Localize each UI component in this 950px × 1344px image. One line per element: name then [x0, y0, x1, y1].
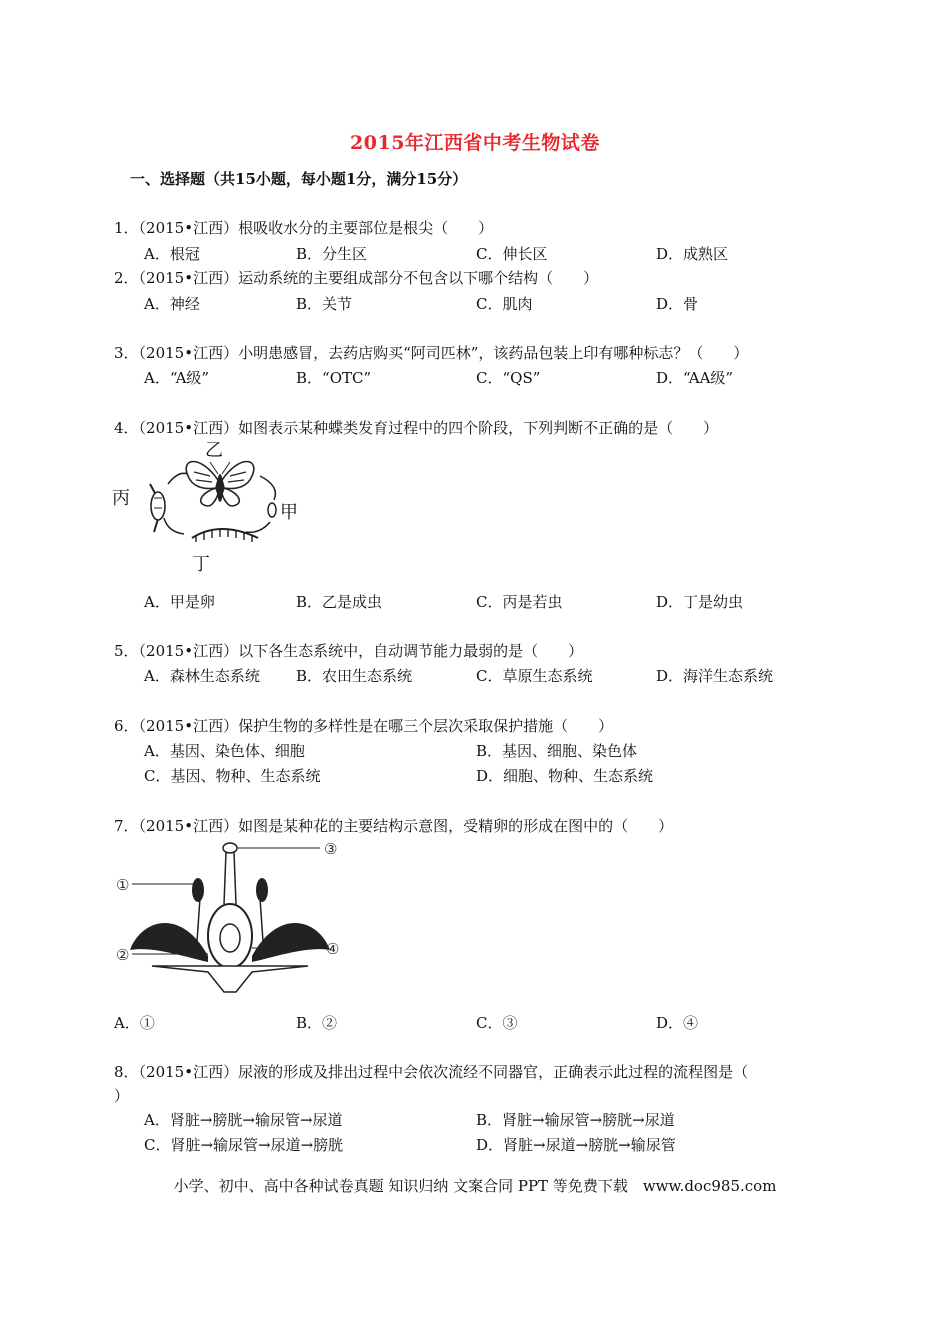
- question-7-option-d[interactable]: D．④: [656, 1014, 699, 1032]
- label-jia: 甲: [280, 502, 298, 523]
- label-1: ①: [116, 876, 130, 894]
- petal-left: [130, 923, 208, 962]
- anther-right: [256, 878, 268, 902]
- question-3-option-c[interactable]: C．“QS”: [476, 369, 541, 387]
- arrow-ding-to-bing: [164, 518, 184, 534]
- question-8-option-d[interactable]: D．肾脏→尿道→膀胱→输尿管: [476, 1136, 676, 1154]
- question-3-option-a[interactable]: A．“A级”: [144, 369, 210, 387]
- question-2-stem: 2．（2015•江西）运动系统的主要组成部分不包含以下哪个结构（ ）: [114, 269, 599, 287]
- anther-left: [192, 878, 204, 902]
- receptacle: [152, 966, 308, 992]
- section-header: 一、选择题（共15小题，每小题1分，满分15分）: [130, 170, 468, 188]
- question-5-stem: 5．（2015•江西）以下各生态系统中，自动调节能力最弱的是（ ）: [114, 642, 584, 660]
- label-bing: 丙: [112, 488, 130, 509]
- question-5-option-b[interactable]: B．农田生态系统: [296, 667, 413, 685]
- question-6-option-b[interactable]: B．基因、细胞、染色体: [476, 742, 638, 760]
- pupa: [150, 484, 165, 532]
- question-7-option-b[interactable]: B．②: [296, 1014, 338, 1032]
- question-8-stem: 8．（2015•江西）尿液的形成及排出过程中会依次流经不同器官，正确表示此过程的流程图是（: [114, 1063, 749, 1081]
- question-1-option-d[interactable]: D．成熟区: [656, 245, 729, 263]
- question-2-option-d[interactable]: D．骨: [656, 295, 699, 313]
- question-3-option-d[interactable]: D．“AA级”: [656, 369, 734, 387]
- question-5-option-a[interactable]: A．森林生态系统: [144, 667, 260, 685]
- arrow-jia-to-ding: [246, 522, 270, 532]
- label-4: ④: [326, 940, 340, 958]
- question-1-option-c[interactable]: C．伸长区: [476, 245, 548, 263]
- flower-structure-figure: [112, 838, 352, 998]
- label-2: ②: [116, 946, 130, 964]
- page-title: 2015年江西省中考生物试卷: [350, 132, 600, 154]
- butterfly-adult: [186, 462, 254, 507]
- label-3: ③: [324, 840, 338, 858]
- question-7-option-c[interactable]: C．③: [476, 1014, 518, 1032]
- ovule: [220, 924, 240, 952]
- question-6-stem: 6．（2015•江西）保护生物的多样性是在哪三个层次采取保护措施（ ）: [114, 717, 614, 735]
- stigma: [223, 843, 237, 853]
- egg: [268, 503, 276, 517]
- question-2-option-a[interactable]: A．神经: [144, 295, 200, 313]
- question-5-option-d[interactable]: D．海洋生态系统: [656, 667, 774, 685]
- question-2-option-c[interactable]: C．肌肉: [476, 295, 533, 313]
- style: [224, 852, 236, 904]
- question-5-option-c[interactable]: C．草原生态系统: [476, 667, 593, 685]
- label-ding: 丁: [192, 554, 210, 575]
- question-8-stem-continued: ）: [114, 1087, 130, 1105]
- question-3-stem: 3．（2015•江西）小明患感冒，去药店购买“阿司匹林”，该药品包装上印有哪种标志？（ ）: [114, 344, 749, 362]
- question-7-option-a[interactable]: A．①: [114, 1014, 155, 1032]
- question-3-option-b[interactable]: B．“OTC”: [296, 369, 372, 387]
- question-4-option-c[interactable]: C．丙是若虫: [476, 593, 563, 611]
- question-4-option-b[interactable]: B．乙是成虫: [296, 593, 383, 611]
- footer-text: 小学、初中、高中各种试卷真题 知识归纳 文案合同 PPT 等免费下载 www.doc985.com: [173, 1177, 777, 1195]
- question-1-option-b[interactable]: B．分生区: [296, 245, 368, 263]
- label-yi: 乙: [205, 440, 223, 461]
- petal-right: [252, 923, 330, 962]
- question-8-option-c[interactable]: C．肾脏→输尿管→尿道→膀胱: [144, 1136, 344, 1154]
- question-4-option-d[interactable]: D．丁是幼虫: [656, 593, 744, 611]
- question-4-stem: 4．（2015•江西）如图表示某种蝶类发育过程中的四个阶段，下列判断不正确的是（ ）: [114, 419, 719, 437]
- question-1-stem: 1．（2015•江西）根吸收水分的主要部位是根尖（ ）: [114, 219, 494, 237]
- question-7-stem: 7．（2015•江西）如图是某种花的主要结构示意图，受精卵的形成在图中的（ ）: [114, 817, 674, 835]
- question-8-option-b[interactable]: B．肾脏→输尿管→膀胱→尿道: [476, 1111, 675, 1129]
- question-8-option-a[interactable]: A．肾脏→膀胱→输尿管→尿道: [144, 1111, 343, 1129]
- arrow-yi-to-jia: [260, 476, 275, 500]
- question-6-option-c[interactable]: C．基因、物种、生态系统: [144, 767, 321, 785]
- question-4-option-a[interactable]: A．甲是卵: [144, 593, 215, 611]
- question-2-option-b[interactable]: B．关节: [296, 295, 353, 313]
- question-6-option-d[interactable]: D．细胞、物种、生态系统: [476, 767, 654, 785]
- butterfly-lifecycle-figure: [110, 436, 320, 576]
- question-6-option-a[interactable]: A．基因、染色体、细胞: [144, 742, 305, 760]
- larva: [192, 529, 258, 542]
- question-1-option-a[interactable]: A．根冠: [144, 245, 200, 263]
